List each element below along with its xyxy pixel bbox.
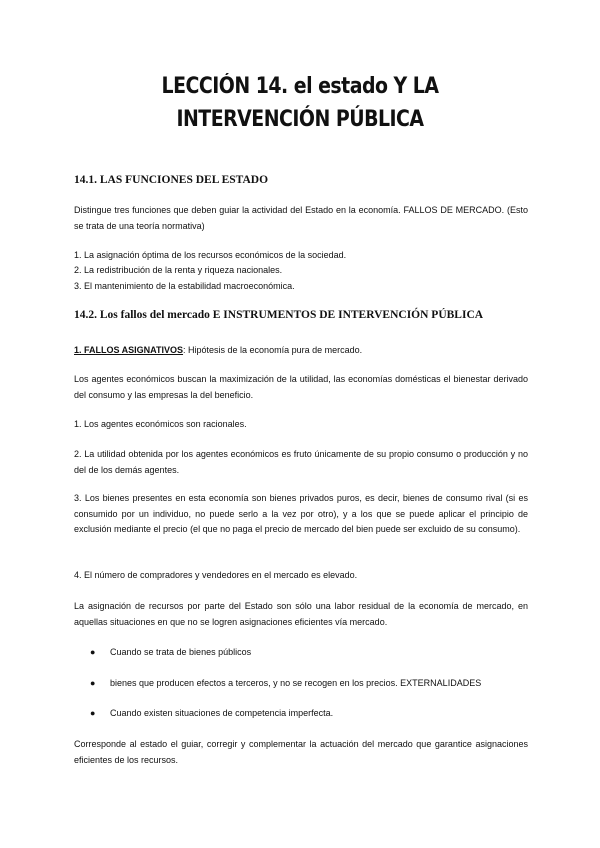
bullet-icon: ●: [90, 708, 96, 718]
fallos-asignativos-label: 1. FALLOS ASIGNATIVOS: [74, 345, 184, 355]
paragraph-corresponde: Corresponde al estado el guiar, corregir y complementar la actuación del mercado que garantice asignaciones eficientes de los recursos.: [74, 739, 528, 765]
paragraph-utilidad: 2. La utilidad obtenida por los agentes económicos es fruto únicamente de su propio consumo o producción y no del de los demás agentes.: [74, 449, 528, 475]
paragraph-asignacion: La asignación de recursos por parte del Estado son sólo una labor residual de la economía de mercado, en aquellas situaciones en que no se logren asignaciones eficientes vía mercado.: [74, 601, 528, 627]
bullet-item: [90, 676, 481, 692]
bullet-icon: ●: [90, 647, 96, 657]
bullet-item: [90, 706, 333, 722]
paragraph-funciones-intro: Distingue tres funciones que deben guiar la actividad del Estado en la economía. FALLOS DE MERCADO. (Esto se trata de una teoría normativa): [74, 205, 528, 231]
section-heading-funciones: 14.1. LAS FUNCIONES DEL ESTADO: [74, 174, 269, 186]
bullet-icon: ●: [90, 678, 96, 688]
page-title: LECCIÓN 14. el estado Y LA INTERVENCIÓN PÚBLICA: [161, 74, 439, 132]
paragraph-bienes-privados: 3. Los bienes presentes en esta economía son bienes privados puros, es decir, bienes de consumo rival (si es consumido por un individuo, no puede serlo a la vez por otro), y a los que se puede aplicar el principio de exclusión mediante el precio (el que no paga el precio de mercado del bien puede ser excluido de su consumo).: [74, 493, 528, 534]
paragraph-agentes: Los agentes económicos buscan la maximización de la utilidad, las economías domésticas el bienestar derivado del consumo y las empresas la del beneficio.: [74, 374, 528, 400]
bullet-text: Cuando se trata de bienes públicos: [110, 647, 252, 657]
paragraph-racionales: 1. Los agentes económicos son racionales.: [74, 419, 247, 429]
list-item: 1. La asignación óptima de los recursos económicos de la sociedad.: [74, 250, 347, 260]
section-heading-fallos: 14.2. Los fallos del mercado E INSTRUMENTOS DE INTERVENCIÓN PÚBLICA: [74, 309, 484, 321]
fallos-asignativos-text: : Hipótesis de la economía pura de mercado.: [183, 345, 363, 355]
list-item: 2. La redistribución de la renta y riqueza nacionales.: [74, 265, 283, 275]
bullet-item: [90, 645, 251, 661]
paragraph-compradores: 4. El número de compradores y vendedores en el mercado es elevado.: [74, 570, 358, 580]
fallos-asignativos-line: [74, 343, 362, 359]
bullet-text: bienes que producen efectos a terceros, y no se recogen en los precios. EXTERNALIDADES: [110, 678, 482, 688]
list-item: 3. El mantenimiento de la estabilidad macroeconómica.: [74, 281, 295, 291]
bullet-text: Cuando existen situaciones de competencia imperfecta.: [110, 708, 334, 718]
